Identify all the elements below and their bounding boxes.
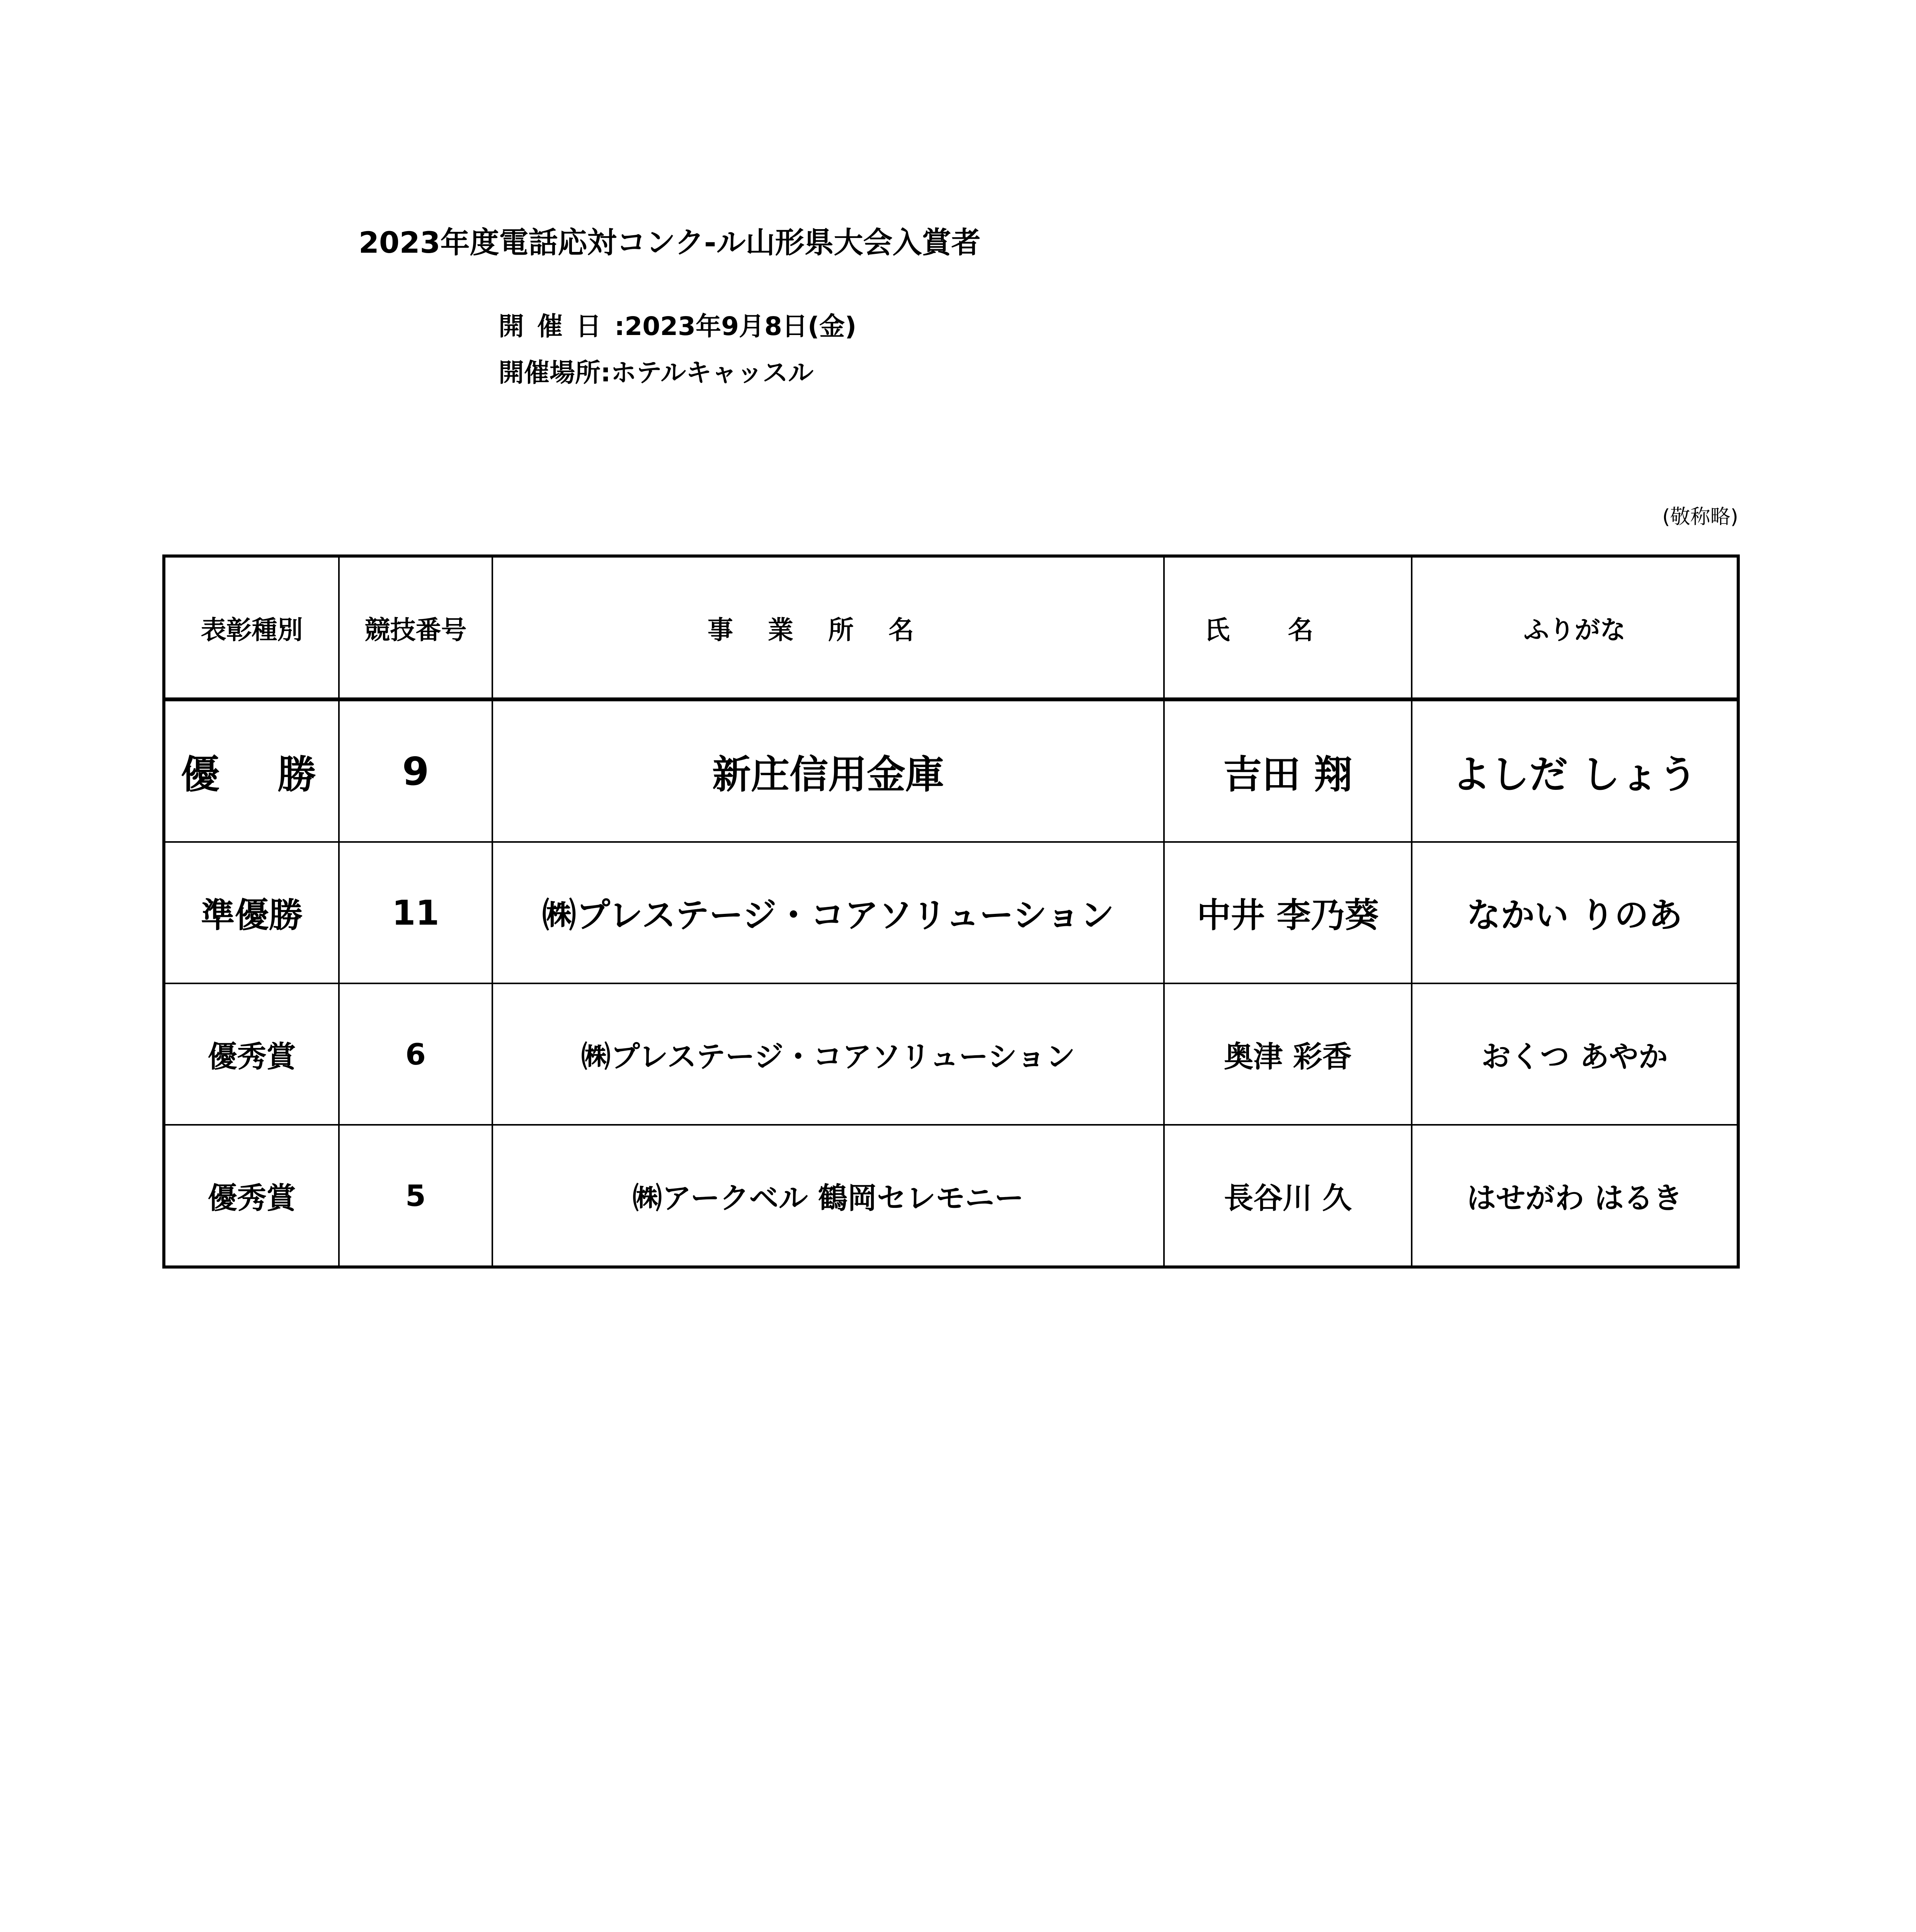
document-title: 2023年度電話応対コンク-ル山形県大会入賞者 [359,225,981,260]
cell-award: 準優勝 [164,842,339,983]
cell-number: 5 [339,1125,492,1267]
event-venue-line [499,360,813,386]
cell-company: ㈱プレステージ・コアソリューション [492,983,1164,1125]
cell-award: 優勝 [164,699,339,842]
cell-name: 長谷川 久 [1164,1125,1412,1267]
header-competition-number: 競技番号 [339,556,492,699]
event-venue-label: 開催場所 [499,358,601,388]
table-row [164,699,1738,842]
cell-number: 6 [339,983,492,1125]
header-award-type: 表彰種別 [164,556,339,699]
cell-company: ㈱プレステージ・コアソリューション [492,842,1164,983]
cell-company: ㈱アークベル 鶴岡セレモニー [492,1125,1164,1267]
cell-furigana: おくつ あやか [1412,983,1738,1125]
cell-number: 9 [339,699,492,842]
table-header-row [164,556,1738,699]
table-row [164,983,1738,1125]
header-person-name: 氏名 [1164,556,1412,699]
cell-award: 優秀賞 [164,983,339,1125]
table-row [164,1125,1738,1267]
cell-name: 中井 李乃葵 [1164,842,1412,983]
cell-company: 新庄信用金庫 [492,699,1164,842]
event-venue-value: :ホテルキャッスル [601,358,814,388]
event-date-line [499,311,857,341]
cell-name: 吉田 翔 [1164,699,1412,842]
honorific-note: (敬称略) [1662,505,1738,529]
awards-table [162,554,1740,1269]
header-furigana: ふりがな [1412,556,1738,699]
cell-furigana: なかい りのあ [1412,842,1738,983]
cell-award: 優秀賞 [164,1125,339,1267]
table-row [164,842,1738,983]
cell-name: 奥津 彩香 [1164,983,1412,1125]
cell-furigana: よしだ しょう [1412,699,1738,842]
cell-furigana: はせがわ はるき [1412,1125,1738,1267]
cell-number: 11 [339,842,492,983]
event-date-value: :2023年9月8日(金) [614,311,857,341]
header-company-name: 事業所名 [492,556,1164,699]
event-date-label: 開催日 [499,311,614,341]
